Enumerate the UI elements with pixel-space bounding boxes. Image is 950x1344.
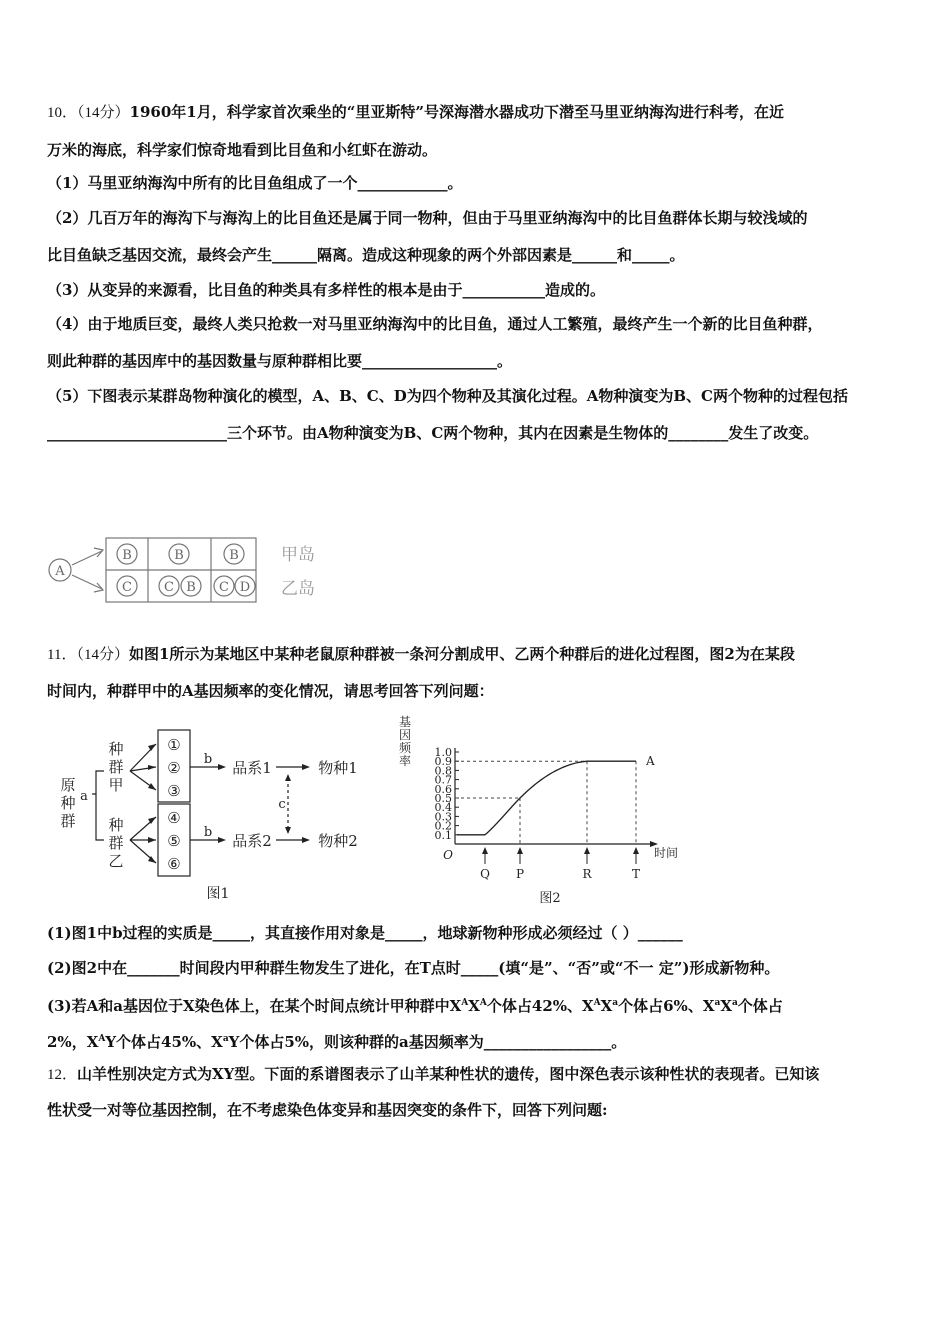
y-tick-label: 0.7 bbox=[434, 773, 452, 787]
y-label-char-2: 因 bbox=[398, 728, 412, 742]
x-tick-label: R bbox=[582, 867, 592, 881]
island-evolution-figure bbox=[44, 535, 334, 605]
q12-line-2: 性状受一对等位基因控制，在不考虑染色体变异和基因突变的条件下，回答下列问题: bbox=[47, 1101, 608, 1119]
sup-A-1: A bbox=[461, 998, 469, 1008]
y-tick-label: 0.5 bbox=[434, 792, 452, 805]
origin-label-1: 原 bbox=[60, 776, 76, 794]
island2-species-2a: C bbox=[164, 580, 174, 595]
q12-number: 12． bbox=[47, 1067, 78, 1083]
q10-line-1 bbox=[47, 102, 784, 123]
q11-sub3-text-9: Y个体占45%、X bbox=[105, 1033, 223, 1051]
strain-1-label: 品系1 bbox=[232, 759, 272, 777]
figure-1-evolution-process bbox=[50, 722, 380, 907]
q11-sub1: (1)图1中b过程的实质是_____，其直接作用对象是_____，地球新物种形成必须经过（ ）______ bbox=[47, 924, 683, 942]
x-tick-label: T bbox=[631, 867, 641, 881]
pop-jia-label-1: 种 bbox=[108, 740, 124, 758]
x-tick-label: Q bbox=[480, 867, 490, 881]
island1-label: 甲岛 bbox=[281, 545, 315, 565]
species-a-label: A bbox=[55, 564, 65, 579]
x-tick-arrow-head bbox=[633, 847, 639, 854]
q11-sub3-text-5: 个体占6%、X bbox=[618, 997, 715, 1015]
species-2-label: 物种2 bbox=[318, 832, 358, 850]
x-tick-arrow-head bbox=[584, 847, 590, 854]
q11-text-1: 如图1所示为某地区中某种老鼠原种群被一条河分割成甲、乙两个种群后的进化过程图，图2为在某段 bbox=[128, 645, 795, 663]
y-tick-label: 0.1 bbox=[434, 828, 452, 842]
q11-line-1 bbox=[47, 644, 795, 665]
q10-sub5-a: （5）下图表示某群岛物种演化的模型，A、B、C、D为四个物种及其演化过程。A物种演变为B、C两个物种的过程包括 bbox=[47, 387, 848, 405]
q10-sub2-b: 比目鱼缺乏基因交流，最终会产生______隔离。造成这种现象的两个外部因素是______和_____。 bbox=[47, 246, 685, 264]
q10-sub1: （1）马里亚纳海沟中所有的比目鱼组成了一个____________。 bbox=[47, 174, 463, 192]
sup-A-3: A bbox=[593, 998, 601, 1008]
q10-line-2: 万米的海底，科学家们惊奇地看到比目鱼和小红虾在游动。 bbox=[47, 141, 438, 159]
y-tick-label: 0.9 bbox=[434, 755, 452, 769]
x-tick-arrow-head bbox=[517, 847, 523, 854]
series-a-line bbox=[457, 761, 636, 835]
q11-sub3-text-6: X bbox=[720, 997, 732, 1015]
q10-number: 10． bbox=[47, 105, 78, 121]
y-tick-label: 0.6 bbox=[434, 782, 452, 796]
q12-text-1: 山羊性别决定方式为XY型。下面的系谱图表示了山羊某种性状的遗传，图中深色表示该种性状的表现者。已知该 bbox=[77, 1065, 820, 1083]
origin-label-2: 种 bbox=[60, 794, 76, 812]
q10-sub4-b: 则此种群的基因库中的基因数量与原种群相比要__________________。 bbox=[47, 352, 513, 370]
island2-species-3b: D bbox=[239, 580, 251, 595]
sup-A-2: A bbox=[479, 998, 487, 1008]
q11-sub3-text-10: Y个体占5%，则该种群的a基因频率为_________________。 bbox=[228, 1033, 627, 1051]
sup-a-3: a bbox=[731, 998, 738, 1008]
box-2: ② bbox=[167, 759, 181, 777]
species-1-label: 物种1 bbox=[318, 759, 358, 777]
x-tick-arrow-head bbox=[482, 847, 488, 854]
box-6: ⑥ bbox=[167, 855, 181, 873]
x-tick-label: P bbox=[515, 867, 525, 881]
q12-line-1 bbox=[47, 1064, 819, 1085]
chart-origin-label: O bbox=[443, 848, 453, 862]
island1-species-2: B bbox=[174, 548, 184, 563]
y-tick-label: 0.4 bbox=[434, 801, 452, 815]
y-tick-label: 0.2 bbox=[434, 819, 452, 833]
q10-sub4-a: （4）由于地质巨变，最终人类只抢救一对马里亚纳海沟中的比目鱼，通过人工繁殖，最终产生一个新的比目鱼种群， bbox=[47, 315, 823, 333]
pop-yi-label-1: 种 bbox=[108, 816, 124, 834]
pop-jia-label-3: 甲 bbox=[108, 776, 124, 794]
q11-sub3-text-8: 2%，X bbox=[47, 1033, 99, 1051]
q11-sub3-text-1: (3)若A和a基因位于X染色体上，在某个时间点统计甲种群中X bbox=[47, 997, 462, 1015]
q10-sub2-a: （2）几百万年的海沟下与海沟上的比目鱼还是属于同一物种，但由于马里亚纳海沟中的比目鱼群体长期与较浅域的 bbox=[47, 209, 808, 227]
figure-2-gene-frequency-chart bbox=[380, 712, 700, 912]
q10-sub3: （3）从变异的来源看，比目鱼的种类具有多样性的根本是由于___________造成的。 bbox=[47, 281, 605, 299]
q10-sub5-b: ________________________三个环节。由A物种演变为B、C两个物种，其内在因素是生物体的________发生了改变。 bbox=[47, 424, 819, 442]
y-tick-label: 0.8 bbox=[434, 764, 452, 778]
box-3: ③ bbox=[167, 782, 181, 800]
figure-1-caption: 图1 bbox=[206, 886, 230, 902]
process-b-label-1: b bbox=[203, 752, 213, 767]
pop-yi-label-2: 群 bbox=[108, 834, 124, 852]
pop-jia-label-2: 群 bbox=[108, 758, 124, 776]
origin-label-3: 群 bbox=[60, 812, 76, 830]
q11-sub3-b bbox=[47, 1029, 626, 1052]
y-label-char-4: 率 bbox=[398, 754, 412, 768]
y-tick-label: 1.0 bbox=[434, 746, 452, 759]
figure-2-caption: 图2 bbox=[539, 891, 561, 906]
process-c-label: c bbox=[278, 797, 286, 812]
process-a-label: a bbox=[80, 789, 88, 804]
q11-sub2: (2)图2中在_______时间段内甲种群生物发生了进化，在T点时_____(填“是”、“否”或“不一 定”)形成新物种。 bbox=[47, 959, 780, 977]
q10-score: （14分） bbox=[77, 105, 130, 121]
q11-sub3-a bbox=[47, 993, 783, 1016]
sup-A-4: A bbox=[98, 1034, 106, 1044]
island2-species-2b: B bbox=[186, 580, 196, 595]
box-1: ① bbox=[167, 736, 181, 754]
q11-score: （14分） bbox=[76, 647, 129, 663]
pop-yi-label-3: 乙 bbox=[108, 852, 124, 870]
y-tick-label: 0.3 bbox=[434, 810, 452, 824]
island2-species-1: C bbox=[122, 580, 132, 595]
island2-species-3a: C bbox=[219, 580, 229, 595]
series-a-label: A bbox=[646, 754, 655, 769]
sup-a-2: a bbox=[714, 998, 721, 1008]
box-4: ④ bbox=[167, 809, 181, 827]
sup-a-1: a bbox=[612, 998, 619, 1008]
x-axis-label: 时间 bbox=[653, 846, 679, 860]
sup-a-4: a bbox=[222, 1034, 229, 1044]
q11-sub3-text-4: X bbox=[600, 997, 613, 1015]
q11-sub3-text-3: 个体占42%、X bbox=[486, 997, 594, 1015]
q11-line-2: 时间内，种群甲中的A基因频率的变化情况，请思考回答下列问题： bbox=[47, 682, 494, 700]
q11-sub3-text-2: X bbox=[468, 997, 480, 1015]
q10-text-1: 1960年1月，科学家首次乘坐的“里亚斯特”号深海潜水器成功下潜至马里亚纳海沟进行科考，在近 bbox=[129, 103, 784, 121]
process-b-label-2: b bbox=[203, 825, 213, 840]
strain-2-label: 品系2 bbox=[232, 832, 272, 850]
island2-label: 乙岛 bbox=[281, 579, 315, 599]
island1-species-3: B bbox=[229, 548, 239, 563]
island1-species-1: B bbox=[122, 548, 132, 563]
y-label-char-3: 频 bbox=[398, 741, 412, 755]
q11-sub3-text-7: 个体占 bbox=[737, 997, 783, 1015]
box-5: ⑤ bbox=[167, 832, 181, 850]
q11-number: 11． bbox=[47, 647, 77, 663]
y-label-char-1: 基 bbox=[398, 715, 412, 729]
